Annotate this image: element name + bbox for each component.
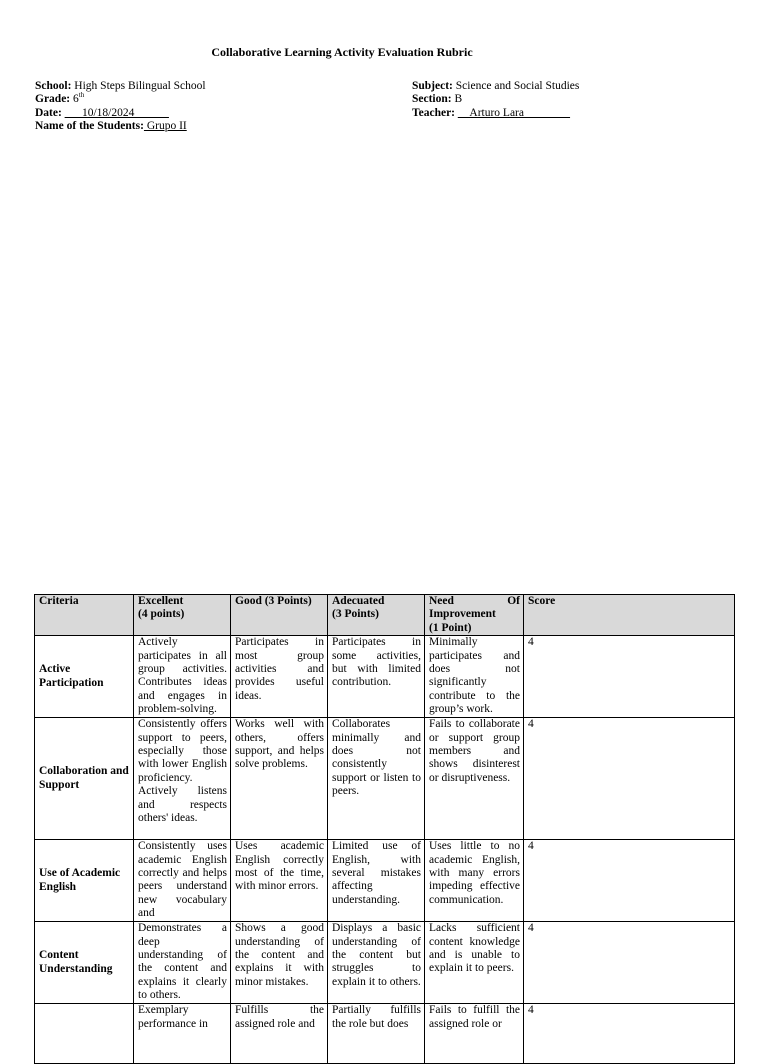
header-criteria: Criteria (35, 595, 134, 636)
students-value: Grupo II (143, 120, 187, 133)
good-cell: Participates in most group activities and provides useful ideas. (231, 636, 328, 718)
excellent-cell: Consistently offers support to peers, especially those with lower English proficiency. Actively listens and respects others' ideas. (134, 718, 231, 840)
needs-improvement-cell: Fails to fulfill the assigned role or (425, 1004, 524, 1064)
info-left (35, 80, 206, 134)
table-row (35, 636, 735, 718)
teacher-line (412, 107, 579, 120)
header-needs-text: Need Of Improvement (1 Point) (429, 595, 520, 634)
section-value: B (454, 93, 463, 106)
criteria-cell: Use of Academic English (35, 840, 134, 922)
needs-improvement-cell: Lacks sufficient content knowledge and is unable to explain it to peers. (425, 922, 524, 1004)
criteria-cell: Collaboration and Support (35, 718, 134, 840)
good-cell: Uses academic English correctly most of the time, with minor errors. (231, 840, 328, 922)
school-value: High Steps Bilingual School (74, 80, 206, 92)
header-excellent-text: Excellent (4 points) (138, 595, 185, 621)
table-row (35, 1004, 735, 1064)
section-label: Section: (412, 93, 452, 106)
excellent-cell: Actively participates in all group activities. Contributes ideas and engages in problem-solving. (134, 636, 231, 718)
date-line (35, 107, 206, 120)
subject-line (412, 80, 579, 93)
header-needs-improvement (425, 595, 524, 636)
needs-improvement-cell: Minimally participates and does not significantly contribute to the group’s work. (425, 636, 524, 718)
good-cell: Works well with others, offers support, and helps solve problems. (231, 718, 328, 840)
score-cell: 4 (524, 636, 735, 718)
grade-value: 6 (73, 93, 79, 106)
table-row (35, 840, 735, 922)
header-good: Good (3 Points) (231, 595, 328, 636)
teacher-label: Teacher: (412, 106, 456, 119)
adequate-cell: Limited use of English, with several mistakes affecting understanding. (328, 840, 425, 922)
needs-improvement-cell: Uses little to no academic English, with many errors impeding effective communication. (425, 840, 524, 922)
score-cell: 4 (524, 840, 735, 922)
rubric-header-row (35, 595, 735, 636)
header-excellent (134, 595, 231, 636)
excellent-cell: Exemplary performance in (134, 1004, 231, 1064)
date-value: ___10/18/2024______ (64, 106, 169, 119)
good-cell: Shows a good understanding of the content and explains it with minor mistakes. (231, 922, 328, 1004)
header-score: Score (524, 595, 735, 636)
document-title: Collaborative Learning Activity Evaluation Rubric (211, 45, 473, 59)
adequate-cell: Displays a basic understanding of the content but struggles to explain it to others. (328, 922, 425, 1004)
header-adequate (328, 595, 425, 636)
table-row (35, 718, 735, 840)
header-adequate-text: Adecuated (3 Points) (332, 595, 385, 621)
score-cell: 4 (524, 718, 735, 840)
rubric-table (34, 594, 735, 1064)
teacher-value: __Arturo Lara________ (457, 106, 570, 119)
adequate-cell: Collaborates minimally and does not consistently support or listen to peers. (328, 718, 425, 840)
date-label: Date: (35, 106, 62, 119)
section-line (412, 93, 579, 106)
table-row (35, 922, 735, 1004)
school-label: School: (35, 80, 72, 92)
subject-value: Science and Social Studies (455, 80, 580, 92)
criteria-cell (35, 1004, 134, 1064)
score-cell: 4 (524, 922, 735, 1004)
grade-line (35, 93, 206, 106)
adequate-cell: Participates in some activities, but with limited contribution. (328, 636, 425, 718)
criteria-cell: Content Understanding (35, 922, 134, 1004)
grade-label: Grade: (35, 93, 71, 106)
students-label: Name of the Students: (35, 120, 144, 133)
info-right (412, 80, 579, 120)
score-cell: 4 (524, 1004, 735, 1064)
excellent-cell: Consistently uses academic English correctly and helps peers understand new vocabulary and (134, 840, 231, 922)
subject-label: Subject: (412, 80, 453, 92)
adequate-cell: Partially fulfills the role but does (328, 1004, 425, 1064)
school-line (35, 80, 206, 93)
needs-improvement-cell: Fails to collaborate or support group members and shows disinterest or disruptiveness. (425, 718, 524, 840)
grade-superscript: th (78, 91, 85, 100)
students-line (35, 120, 206, 133)
criteria-cell: Active Participation (35, 636, 134, 718)
excellent-cell: Demonstrates a deep understanding of the content and explains it clearly to others. (134, 922, 231, 1004)
good-cell: Fulfills the assigned role and (231, 1004, 328, 1064)
